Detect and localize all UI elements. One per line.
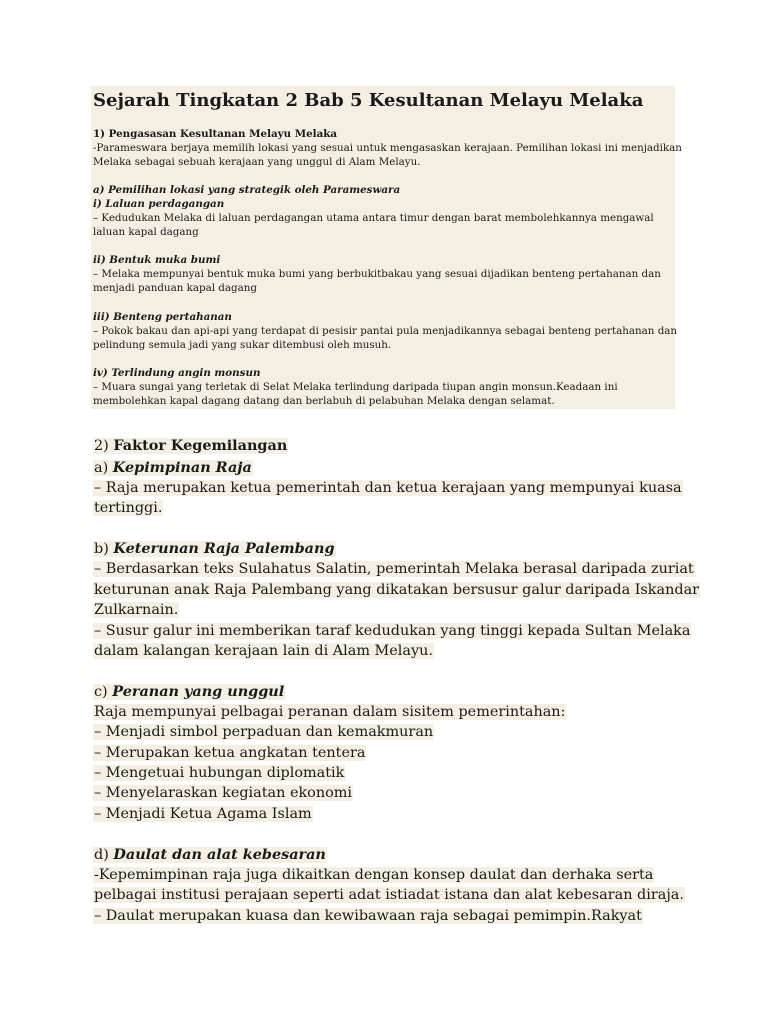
factor-d-label: d)	[94, 847, 109, 863]
factor-c-line: Raja mempunyai pelbagai peranan dalam sisitem pemerintahan:	[94, 704, 566, 720]
factor-b-line: dalam kalangan kerajaan lain di Alam Melayu.	[94, 643, 433, 659]
factor-b-title: Keterunan Raja Palembang	[113, 540, 335, 557]
factor-a-label: a)	[94, 460, 109, 476]
page-title: Sejarah Tingkatan 2 Bab 5 Kesultanan Melayu Melaka	[93, 90, 644, 111]
section1-heading: 1) Pengasasan Kesultanan Melayu Melaka	[93, 128, 338, 140]
factor-a-line: tertinggi.	[94, 500, 163, 516]
item-title-laluan: i) Laluan perdagangan	[93, 198, 225, 210]
factor-b-line: – Berdasarkan teks Sulahatus Salatin, pemerintah Melaka berasal daripada zuriat	[94, 561, 694, 577]
factor-c-line: – Menjadi simbol perpaduan dan kemakmuran	[94, 724, 434, 740]
section1-body-line: Melaka sebagai sebuah kerajaan yang unggul di Alam Melayu.	[93, 156, 421, 168]
factor-c-label: c)	[94, 684, 108, 700]
factor-a-heading	[93, 458, 253, 478]
factor-a-title: Kepimpinan Raja	[112, 459, 252, 476]
item-line: menjadi panduan kapal dagang	[93, 282, 257, 294]
item-line: – Muara sungai yang terletak di Selat Melaka terlindung daripada tiupan angin monsun.Keadaan ini	[93, 381, 618, 393]
factor-b-label: b)	[94, 541, 109, 557]
factor-c-title: Peranan yang unggul	[112, 683, 285, 700]
factor-b-line: – Susur galur ini memberikan taraf kedudukan yang tinggi kepada Sultan Melaka	[94, 623, 691, 639]
factor-d-title: Daulat dan alat kebesaran	[113, 846, 326, 863]
factor-b-heading	[93, 539, 336, 559]
factor-d-line: pelbagai institusi perajaan seperti adat istiadat istana dan alat kebesaran diraja.	[94, 887, 684, 903]
item-line: – Pokok bakau dan api-api yang terdapat di pesisir pantai pula menjadikannya sebagai benteng pertahanan dan	[93, 325, 678, 337]
section1-body-line: -Parameswara berjaya memilih lokasi yang sesuai untuk mengasaskan kerajaan. Pemilihan lokasi ini menjadikan	[93, 142, 682, 154]
factor-d-line: -Kepemimpinan raja juga dikaitkan dengan konsep daulat dan derhaka serta	[94, 867, 654, 883]
item-line: membolehkan kapal dagang datang dan berlabuh di pelabuhan Melaka dengan selamat.	[93, 395, 555, 407]
factor-d-line: – Daulat merupakan kuasa dan kewibawaan raja sebagai pemimpin.Rakyat	[94, 908, 642, 924]
item-line: laluan kapal dagang	[93, 226, 199, 238]
item-title-benteng: iii) Benteng pertahanan	[93, 311, 232, 323]
factor-c-line: – Menjadi Ketua Agama Islam	[94, 806, 312, 822]
section2-heading	[93, 436, 288, 456]
item-line: pelindung semula jadi yang sukar ditembusi oleh musuh.	[93, 339, 392, 351]
factor-a-line: – Raja merupakan ketua pemerintah dan ketua kerajaan yang mempunyai kuasa	[94, 480, 682, 496]
factor-d-heading	[93, 845, 327, 865]
item-title-monsun: iv) Terlindung angin monsun	[93, 367, 261, 379]
factor-c-line: – Merupakan ketua angkatan tentera	[94, 745, 366, 761]
factor-c-heading	[93, 682, 285, 702]
item-line: – Melaka mempunyai bentuk muka bumi yang berbukitbakau yang sesuai dijadikan benteng pertahanan dan	[93, 268, 661, 280]
section2-heading-text: Faktor Kegemilangan	[113, 437, 288, 454]
factor-c-line: – Menyelaraskan kegiatan ekonomi	[94, 785, 353, 801]
factor-c-line: – Mengetuai hubungan diplomatik	[94, 765, 345, 781]
item-title-bentuk: ii) Bentuk muka bumi	[93, 254, 221, 266]
section1-subheading: a) Pemilihan lokasi yang strategik oleh Parameswara	[93, 184, 401, 196]
factor-b-line: keturunan anak Raja Palembang yang dikatakan bersusur galur daripada Iskandar	[94, 582, 700, 598]
factor-b-line: Zulkarnain.	[94, 602, 179, 618]
section2-heading-num: 2)	[94, 438, 109, 454]
item-line: – Kedudukan Melaka di laluan perdagangan utama antara timur dengan barat membolehkannya mengawal	[93, 212, 654, 224]
